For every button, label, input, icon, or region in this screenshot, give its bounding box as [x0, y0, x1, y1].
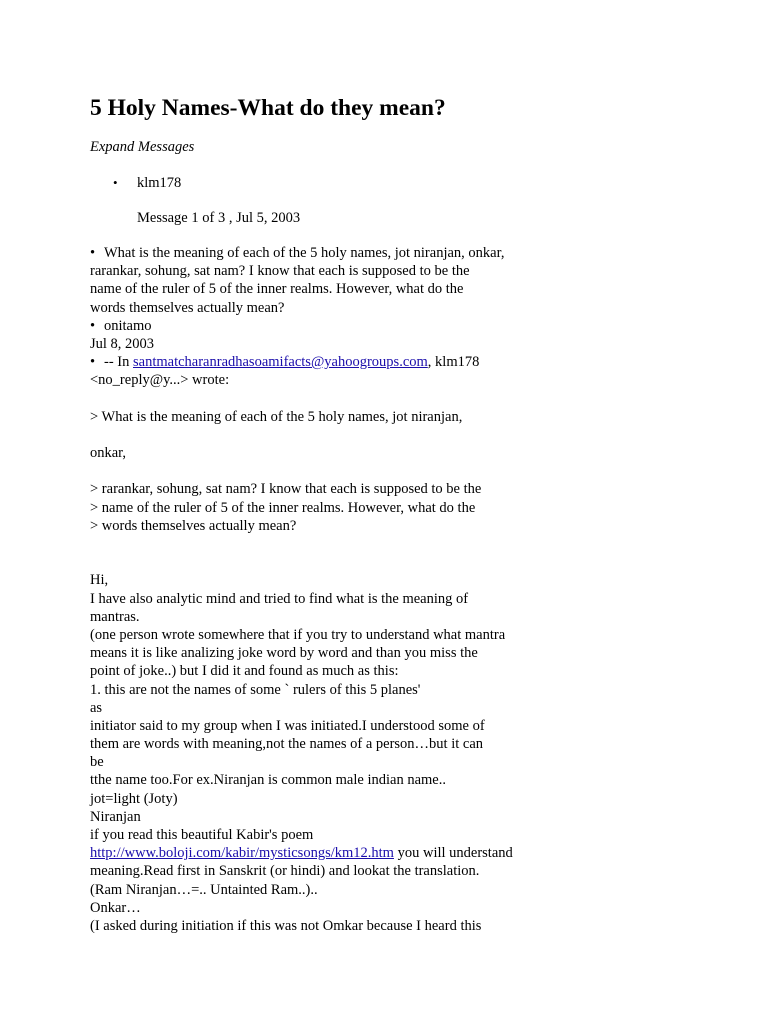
- body-line: I have also analytic mind and tried to find what is the meaning of: [90, 590, 469, 607]
- body-line: Hi,: [90, 572, 109, 589]
- body-line: Onkar…: [90, 899, 141, 916]
- wrote-line: <no_reply@y...> wrote:: [90, 372, 230, 389]
- body-line: if you read this beautiful Kabir's poem: [90, 827, 314, 843]
- list-item: [90, 353, 540, 371]
- in-suffix: , klm178: [427, 354, 480, 371]
- reply-author: onitamo: [104, 317, 152, 334]
- body-line: Niranjan: [90, 808, 141, 825]
- in-prefix: -- In: [104, 354, 133, 371]
- body-line: name of the ruler of 5 of the inner realms. However, what do the: [90, 281, 464, 298]
- body-line: 1. this are not the names of some ` rulers of this 5 planes': [90, 681, 421, 698]
- body-line: you will understand: [393, 845, 513, 862]
- body-line: What is the meaning of each of the 5 holy names, jot niranjan, onkar,: [104, 245, 505, 261]
- spacer: [90, 462, 540, 480]
- message-meta: Message 1 of 3 , Jul 5, 2003: [137, 210, 301, 226]
- body-line: be: [90, 754, 104, 771]
- quote-line: > name of the ruler of 5 of the inner realms. However, what do the: [90, 499, 476, 516]
- reply-date: Jul 8, 2003: [90, 335, 155, 352]
- list-item: [90, 317, 540, 335]
- bullet-icon: •: [113, 175, 118, 190]
- quote-line: onkar,: [90, 445, 127, 462]
- spacer: [90, 426, 540, 444]
- quote-line: > What is the meaning of each of the 5 holy names, jot niranjan,: [90, 408, 463, 425]
- bullet-icon: •: [90, 317, 96, 334]
- expand-messages-link[interactable]: Expand Messages: [90, 139, 195, 155]
- body-line: jot=light (Joty): [90, 790, 178, 807]
- list-item: [90, 244, 540, 262]
- body-line: rarankar, sohung, sat nam? I know that each is supposed to be the: [90, 263, 470, 280]
- bullet-icon: •: [90, 245, 96, 261]
- body-line: words themselves actually mean?: [90, 299, 285, 316]
- page-title: 5 Holy Names-What do they mean?: [90, 95, 446, 121]
- body-line: (Ram Niranjan…=.. Untainted Ram..)..: [90, 881, 318, 898]
- quote-line: > rarankar, sohung, sat nam? I know that each is supposed to be the: [90, 481, 482, 498]
- kabir-poem-link[interactable]: http://www.boloji.com/kabir/mysticsongs/km12.htm: [90, 845, 394, 862]
- body-line: as: [90, 699, 103, 716]
- body-line: (I asked during initiation if this was not Omkar because I heard this: [90, 917, 482, 934]
- body-line: point of joke..) but I did it and found as much as this:: [90, 663, 399, 680]
- message-author: klm178: [137, 175, 182, 191]
- spacer: [90, 535, 540, 553]
- link-line: [90, 844, 540, 862]
- quote-line: > words themselves actually mean?: [90, 517, 297, 534]
- body-line: means it is like analizing joke word by word and than you miss the: [90, 645, 478, 662]
- bullet-icon: •: [90, 354, 96, 371]
- body-line: them are words with meaning,not the names of a person…but it can: [90, 736, 484, 753]
- body-line: meaning.Read first in Sanskrit (or hindi) and lookat the translation.: [90, 863, 480, 880]
- spacer: [90, 390, 540, 408]
- group-email-link[interactable]: santmatcharanradhasoamifacts@yahoogroups.com: [133, 354, 428, 371]
- body-line: (one person wrote somewhere that if you try to understand what mantra: [90, 626, 506, 643]
- body-line: initiator said to my group when I was initiated.I understood some of: [90, 717, 485, 734]
- body-line: tthe name too.For ex.Niranjan is common male indian name..: [90, 772, 446, 789]
- spacer: [90, 553, 540, 571]
- body-line: mantras.: [90, 608, 140, 625]
- message-body: [90, 244, 540, 935]
